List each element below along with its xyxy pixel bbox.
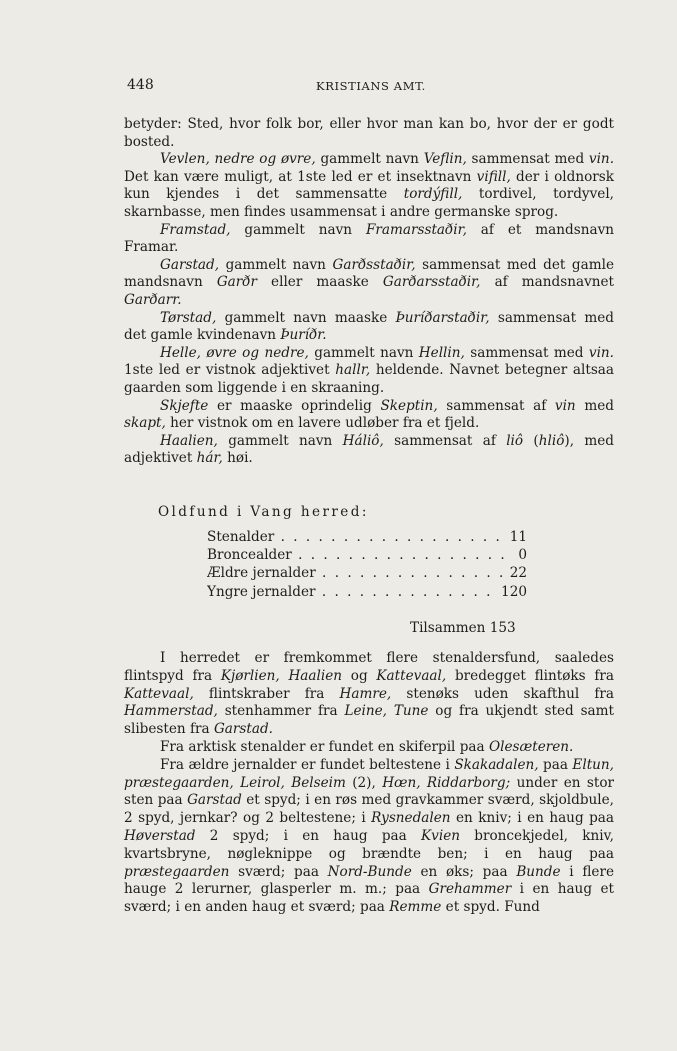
- paragraph-skjefte: Skjefte er maaske oprindelig Skeptin, sammensat af vin med skapt, her vistnok om en lavere udløber fra et fjeld.: [124, 397, 614, 432]
- table-row: Stenalder . . . 11: [207, 528, 527, 546]
- page-number: 448: [127, 77, 154, 93]
- body-text-top: [124, 116, 614, 468]
- table-row: Yngre jernalder . . . 120: [207, 583, 527, 601]
- oldfund-table: [207, 528, 527, 601]
- paragraph-vevlen: Vevlen, nedre og øvre, gammelt navn Veflin, sammensat med vin. Det kan være muligt, at 1ste led er et insektnavn vifill, der i oldnorsk kun kjendes i det sammensatte tordýfill, tordivel, tordyvel, skarnbasse, men findes usammensat i andre germanske sprog.: [124, 151, 615, 220]
- oldfund-total: Tilsammen 153: [410, 620, 516, 636]
- paragraph-arktisk: Fra arktisk stenalder er fundet en skiferpil paa Olesæteren.: [160, 738, 574, 755]
- running-title: KRISTIANS AMT.: [316, 79, 426, 93]
- paragraph-torstad: Tørstad, gammelt navn maaske Þuríðarstaðir, sammensat med det gamle kvindenavn Þuríðr.: [124, 309, 614, 344]
- table-row: Broncealder . . . 0: [207, 546, 527, 564]
- paragraph-haalien: Haalien, gammelt navn Háliô, sammensat af liô (hliô), med adjektivet hár, høi.: [124, 432, 614, 467]
- paragraph-garstad: Garstad, gammelt navn Garðsstaðir, sammensat med det gamle mandsnavn Garðr eller maaske Garðarsstaðir, af mandsnavnet Garðarr.: [124, 256, 615, 308]
- paragraph-aeldre: Fra ældre jernalder er fundet beltestene i Skakadalen, paa Eltun, præstegaarden, Leirol, Belseim (2), Hœn, Riddarborg; under en stor sten paa Garstad et spyd; i en røs med gravkammer sværd, skjoldbule, 2 spyd, jernkar? og 2 beltestene; i Rysnedalen en kniv; i en haug paa Høverstad 2 spyd; i en haug paa Kvien broncekjedel, kniv, kvartsbryne, nøgleknippe og brændte ben; i en haug paa præstegaarden sværd; paa Nord-Bunde en øks; paa Bunde i flere hauge 2 lerurner, glasperler m. m.; paa Grehammer i en haug et sværd; i en anden haug et sværd; paa Remme et spyd. Fund: [124, 756, 615, 916]
- table-row: Ældre jernalder . . . 22: [207, 564, 527, 582]
- paragraph-herredet: I herredet er fremkommet flere stenaldersfund, saaledes flintspyd fra Kjørlien, Haalien og Kattevaal, bredegget flintøks fra Kattevaal, flintskraber fra Hamre, stenøks uden skafthul fra Hammerstad, stenhammer fra Leine, Tune og fra ukjendt sted samt slibesten fra Garstad.: [124, 650, 615, 738]
- oldfund-heading: Oldfund i Vang herred:: [158, 504, 369, 520]
- paragraph-framstad: Framstad, gammelt navn Framarsstaðir, af et mandsnavn Framar.: [124, 221, 614, 256]
- paragraph-helle: Helle, øvre og nedre, gammelt navn Hellin, sammensat med vin. 1ste led er vistnok adjektivet hallr, heldende. Navnet betegner altsaa gaarden som liggende i en skraaning.: [124, 344, 615, 396]
- body-text-bottom: [124, 650, 614, 917]
- paragraph-bosted: betyder: Sted, hvor folk bor, eller hvor man kan bo, hvor der er godt bosted.: [124, 116, 614, 150]
